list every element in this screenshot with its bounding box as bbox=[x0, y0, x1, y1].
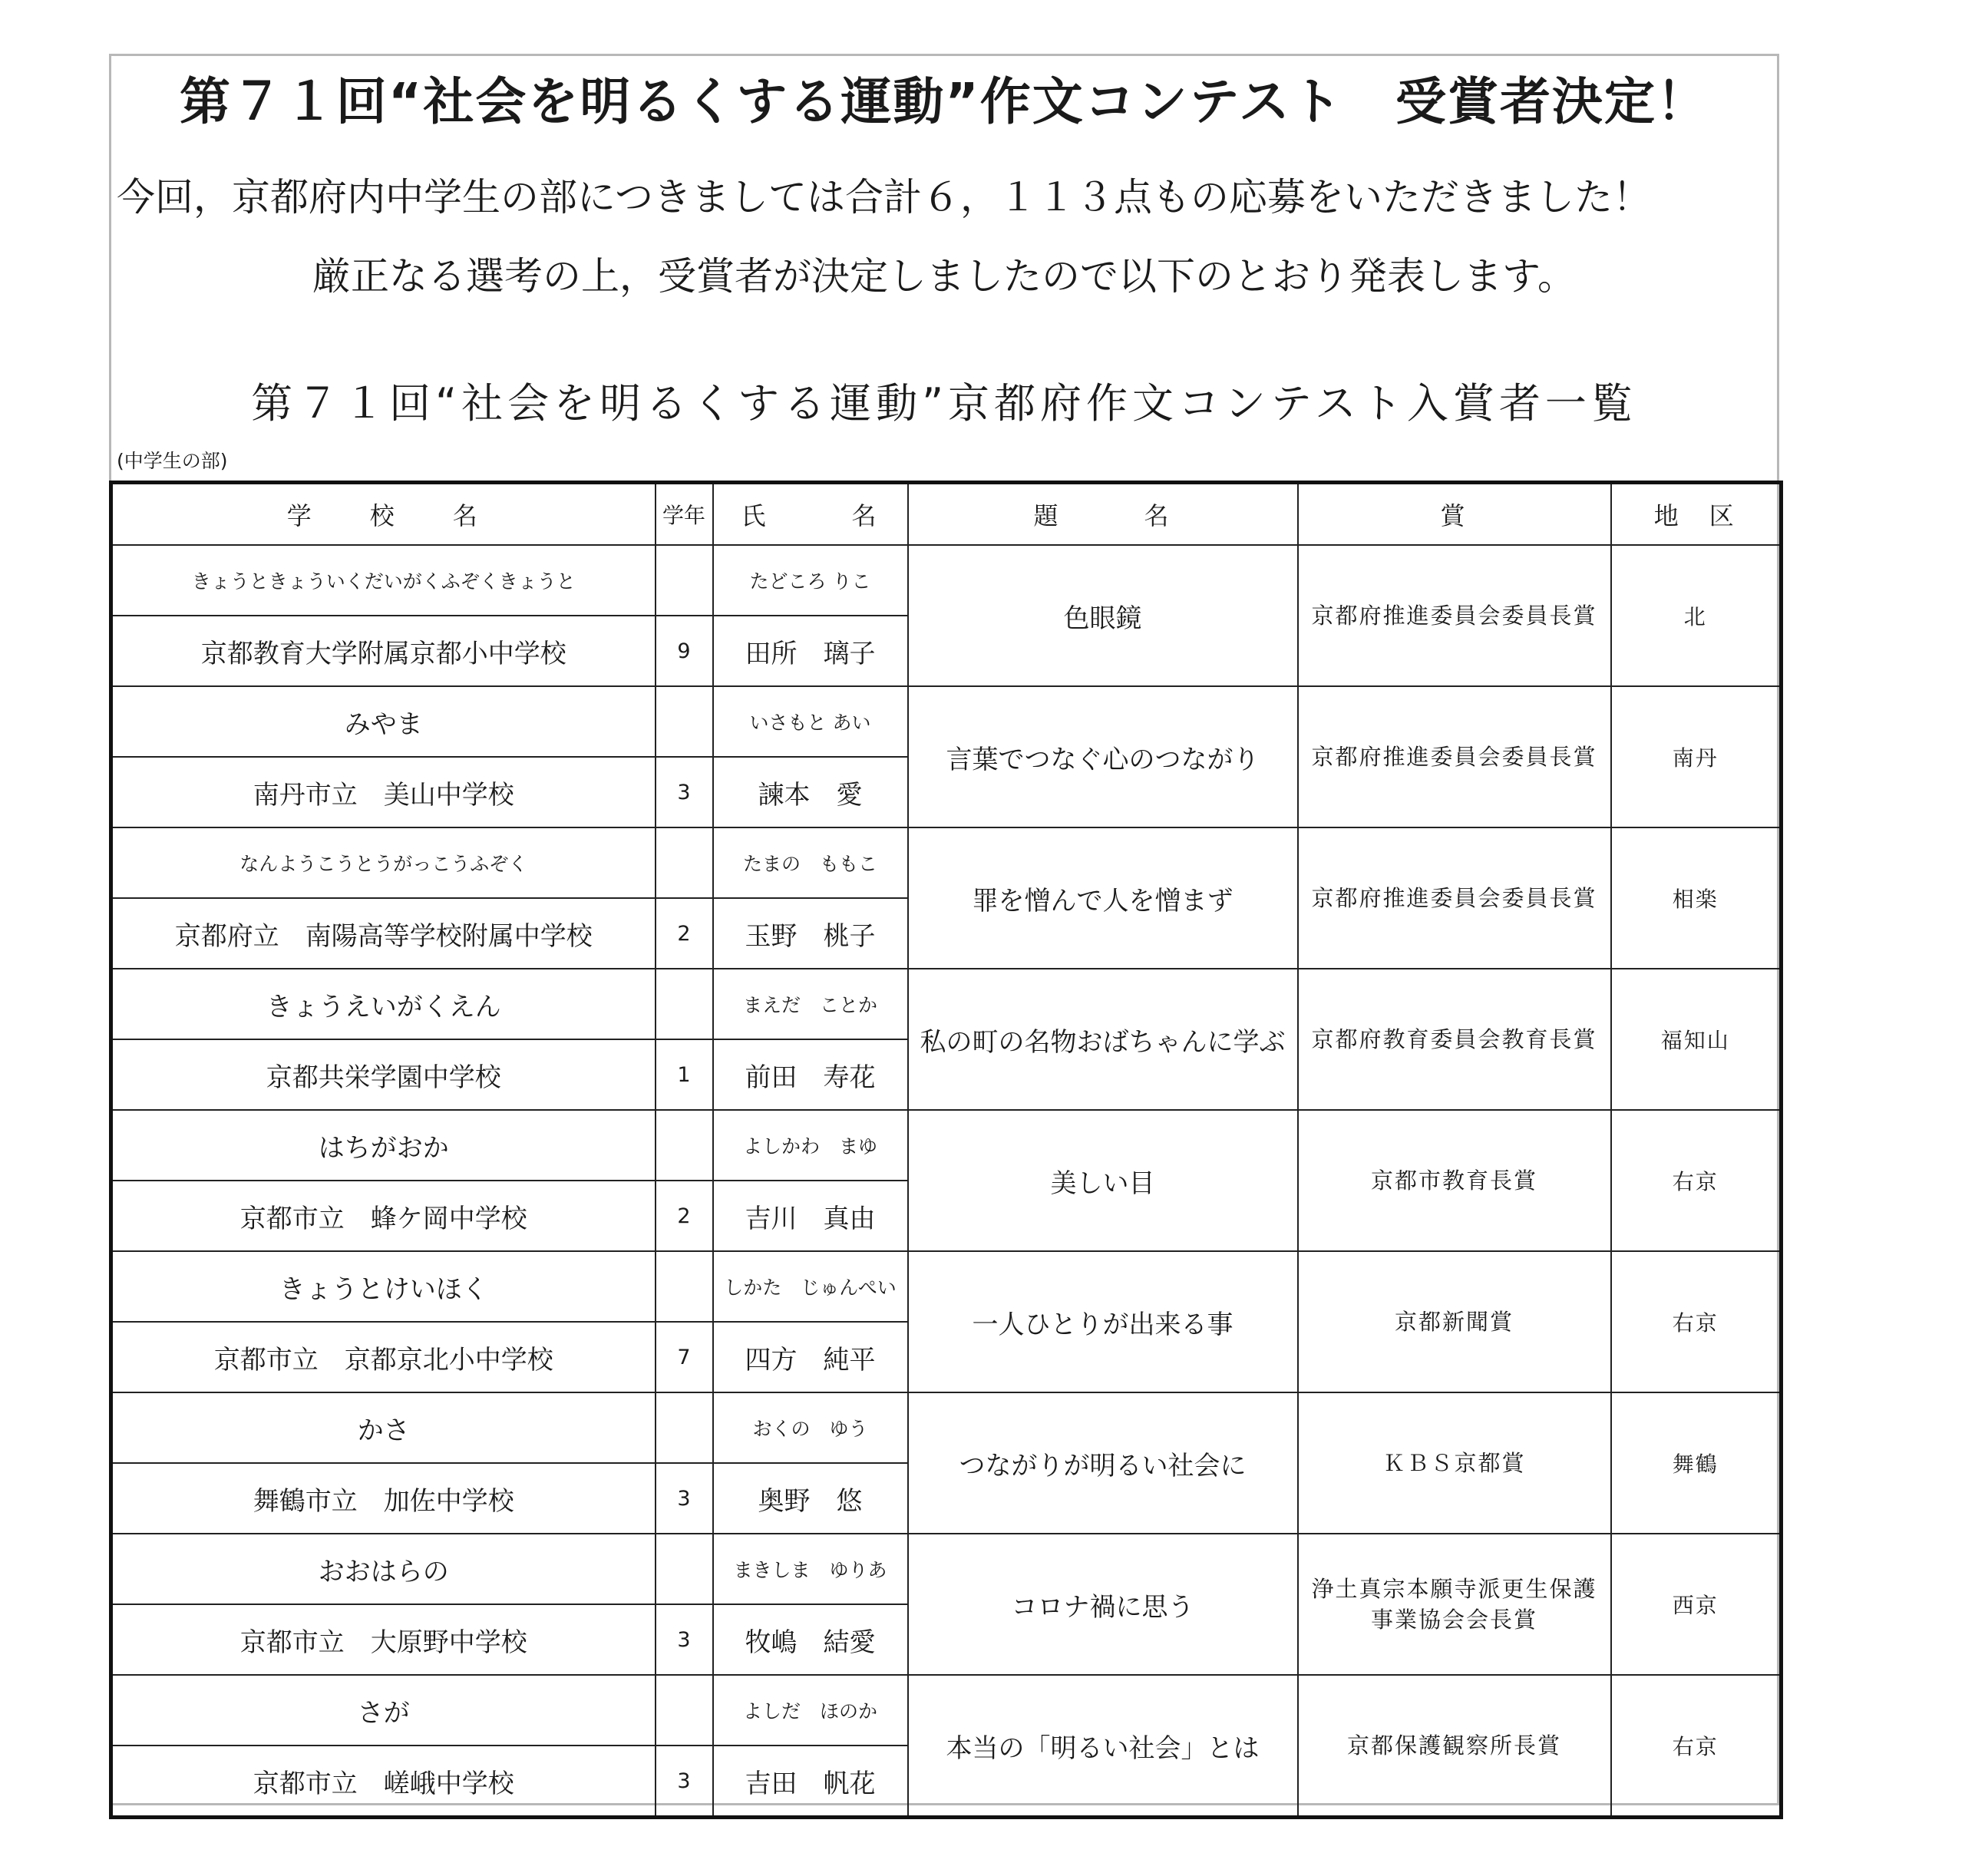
grade: 3 bbox=[656, 1604, 713, 1675]
name-kana: まきしま ゆりあ bbox=[713, 1534, 908, 1604]
student-name: 諫本 愛 bbox=[713, 757, 908, 827]
essay-title: 美しい目 bbox=[908, 1110, 1298, 1251]
prize: 京都府推進委員会委員長賞 bbox=[1298, 827, 1611, 969]
school-kana: さが bbox=[111, 1675, 656, 1746]
essay-title: 一人ひとりが出来る事 bbox=[908, 1251, 1298, 1392]
header-prize: 賞 bbox=[1298, 483, 1611, 546]
intro-line-1: 今回，京都府内中学生の部につきましては合計６，１１３点もの応募をいただきました！ bbox=[117, 175, 1651, 220]
prize: 京都府推進委員会委員長賞 bbox=[1298, 545, 1611, 686]
school-kana: はちがおか bbox=[111, 1110, 656, 1181]
list-title: 第７１回“社会を明るくする運動”京都府作文コンテスト入賞者一覧 bbox=[251, 379, 1637, 428]
region: 舞鶴 bbox=[1611, 1392, 1782, 1534]
region: 相楽 bbox=[1611, 827, 1782, 969]
intro-line-2: 厳正なる選考の上，受賞者が決定しましたので以下のとおり発表します。 bbox=[312, 254, 1576, 299]
essay-title: 罪を憎んで人を憎まず bbox=[908, 827, 1298, 969]
school-kana: きょうえいがくえん bbox=[111, 969, 656, 1039]
essay-title: 私の町の名物おばちゃんに学ぶ bbox=[908, 969, 1298, 1110]
grade-blank bbox=[656, 686, 713, 757]
student-name: 四方 純平 bbox=[713, 1322, 908, 1392]
winners-table bbox=[109, 481, 1783, 1819]
grade-blank bbox=[656, 1392, 713, 1463]
school-name: 京都市立 嵯峨中学校 bbox=[111, 1746, 656, 1818]
region: 右京 bbox=[1611, 1251, 1782, 1392]
grade-blank bbox=[656, 827, 713, 898]
grade-blank bbox=[656, 545, 713, 616]
student-name: 玉野 桃子 bbox=[713, 898, 908, 969]
name-kana: いさもと あい bbox=[713, 686, 908, 757]
prize: 京都府推進委員会委員長賞 bbox=[1298, 686, 1611, 827]
school-name: 南丹市立 美山中学校 bbox=[111, 757, 656, 827]
school-kana: おおはらの bbox=[111, 1534, 656, 1604]
grade-blank bbox=[656, 1251, 713, 1322]
table-row bbox=[111, 1675, 1782, 1746]
name-kana: たどころ りこ bbox=[713, 545, 908, 616]
student-name: 吉川 真由 bbox=[713, 1181, 908, 1251]
essay-title: 言葉でつなぐ心のつながり bbox=[908, 686, 1298, 827]
grade: 2 bbox=[656, 1181, 713, 1251]
section-label: (中学生の部) bbox=[117, 450, 228, 472]
name-kana: おくの ゆう bbox=[713, 1392, 908, 1463]
essay-title: 色眼鏡 bbox=[908, 545, 1298, 686]
school-kana: みやま bbox=[111, 686, 656, 757]
prize: 浄土真宗本願寺派更生保護事業協会会長賞 bbox=[1298, 1534, 1611, 1675]
grade: 7 bbox=[656, 1322, 713, 1392]
essay-title: コロナ禍に思う bbox=[908, 1534, 1298, 1675]
grade: 3 bbox=[656, 757, 713, 827]
region: 福知山 bbox=[1611, 969, 1782, 1110]
region: 右京 bbox=[1611, 1675, 1782, 1818]
table-row bbox=[111, 545, 1782, 616]
student-name: 奥野 悠 bbox=[713, 1463, 908, 1534]
table-header-row bbox=[111, 483, 1782, 546]
header-grade: 学年 bbox=[656, 483, 713, 546]
table-row bbox=[111, 1534, 1782, 1604]
page-headline: 第７１回“社会を明るくする運動”作文コンテスト 受賞者決定！ bbox=[179, 72, 1709, 131]
school-kana: きょうとけいほく bbox=[111, 1251, 656, 1322]
prize: 京都保護観察所長賞 bbox=[1298, 1675, 1611, 1818]
name-kana: よしかわ まゆ bbox=[713, 1110, 908, 1181]
school-name: 京都共栄学園中学校 bbox=[111, 1039, 656, 1110]
grade: 1 bbox=[656, 1039, 713, 1110]
school-name: 舞鶴市立 加佐中学校 bbox=[111, 1463, 656, 1534]
table-row bbox=[111, 1251, 1782, 1322]
region: 南丹 bbox=[1611, 686, 1782, 827]
table-row bbox=[111, 969, 1782, 1039]
student-name: 牧嶋 結愛 bbox=[713, 1604, 908, 1675]
grade-blank bbox=[656, 969, 713, 1039]
student-name: 前田 寿花 bbox=[713, 1039, 908, 1110]
header-title: 題 名 bbox=[908, 483, 1298, 546]
prize: 京都府教育委員会教育長賞 bbox=[1298, 969, 1611, 1110]
essay-title: 本当の「明るい社会」とは bbox=[908, 1675, 1298, 1818]
region: 右京 bbox=[1611, 1110, 1782, 1251]
region: 北 bbox=[1611, 545, 1782, 686]
name-kana: たまの ももこ bbox=[713, 827, 908, 898]
grade: 3 bbox=[656, 1746, 713, 1818]
school-name: 京都市立 大原野中学校 bbox=[111, 1604, 656, 1675]
school-name: 京都市立 京都京北小中学校 bbox=[111, 1322, 656, 1392]
grade-blank bbox=[656, 1534, 713, 1604]
region: 西京 bbox=[1611, 1534, 1782, 1675]
essay-title: つながりが明るい社会に bbox=[908, 1392, 1298, 1534]
table-row bbox=[111, 1110, 1782, 1181]
name-kana: しかた じゅんぺい bbox=[713, 1251, 908, 1322]
table-row bbox=[111, 686, 1782, 757]
grade: 9 bbox=[656, 616, 713, 686]
school-kana: かさ bbox=[111, 1392, 656, 1463]
grade: 2 bbox=[656, 898, 713, 969]
prize: 京都市教育長賞 bbox=[1298, 1110, 1611, 1251]
header-region: 地 区 bbox=[1611, 483, 1782, 546]
school-name: 京都府立 南陽高等学校附属中学校 bbox=[111, 898, 656, 969]
prize: 京都新聞賞 bbox=[1298, 1251, 1611, 1392]
school-kana: なんようこうとうがっこうふぞく bbox=[111, 827, 656, 898]
student-name: 吉田 帆花 bbox=[713, 1746, 908, 1818]
name-kana: よしだ ほのか bbox=[713, 1675, 908, 1746]
grade-blank bbox=[656, 1675, 713, 1746]
student-name: 田所 璃子 bbox=[713, 616, 908, 686]
table-row bbox=[111, 1392, 1782, 1463]
school-name: 京都教育大学附属京都小中学校 bbox=[111, 616, 656, 686]
grade-blank bbox=[656, 1110, 713, 1181]
table-row bbox=[111, 827, 1782, 898]
prize: ＫＢＳ京都賞 bbox=[1298, 1392, 1611, 1534]
grade: 3 bbox=[656, 1463, 713, 1534]
name-kana: まえだ ことか bbox=[713, 969, 908, 1039]
header-school: 学 校 名 bbox=[111, 483, 656, 546]
school-name: 京都市立 蜂ケ岡中学校 bbox=[111, 1181, 656, 1251]
school-kana: きょうときょういくだいがくふぞくきょうと bbox=[111, 545, 656, 616]
header-name: 氏 名 bbox=[713, 483, 908, 546]
